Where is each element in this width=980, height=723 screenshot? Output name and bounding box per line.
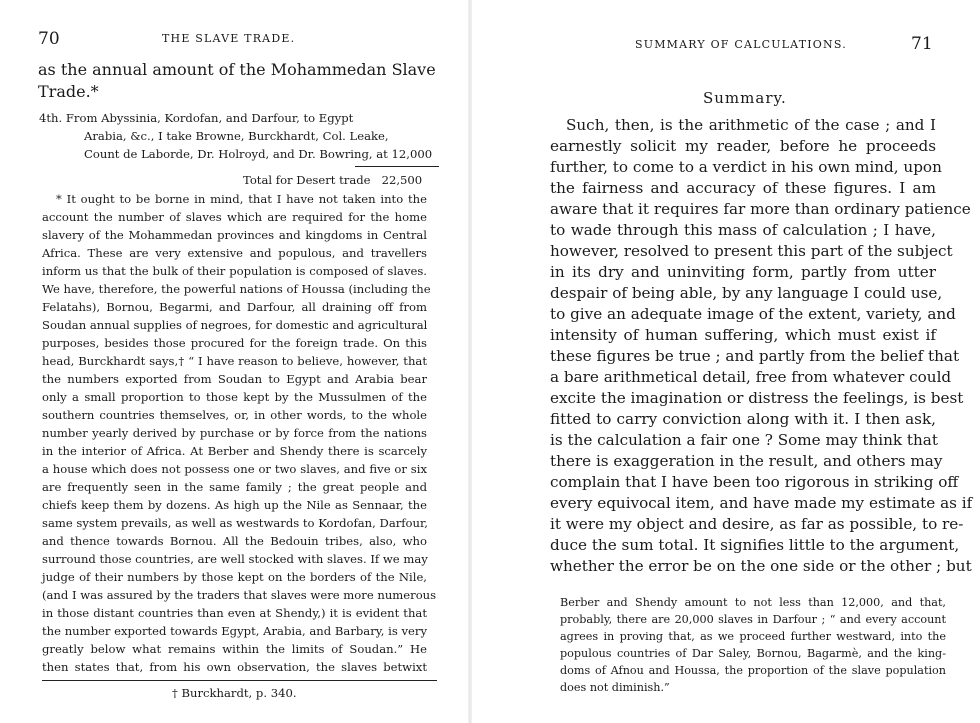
footnote-line: Soudan annual supplies of negroes, for domestic and agricultural	[42, 318, 428, 332]
footnote-line: judge of their numbers by those kept on the borders of the Nile,	[42, 570, 427, 584]
body-line: excite the imagination or distress the feelings, is best	[550, 389, 964, 407]
body-line: it were my object and desire, as far as possible, to re-	[550, 515, 964, 533]
footnote-line: slavery of the Mohammedan provinces and kingdoms in Central	[42, 228, 427, 242]
body-line: despair of being able, by any language I could use,	[550, 284, 943, 302]
footnote-line: Africa. These are very extensive and populous, and travellers	[42, 246, 427, 260]
body-line: aware that it requires far more than ordinary patience	[550, 200, 971, 218]
footnote-rule	[42, 680, 437, 681]
footnote-line: We have, therefore, the powerful nations of Houssa (including the	[42, 282, 431, 296]
footnote-line: only a small proportion to those kept by the Mussulmen of the	[42, 390, 427, 404]
footnote-line: does not diminish.”	[560, 681, 670, 694]
body-line: is the calculation a fair one ? Some may think that	[550, 431, 938, 449]
body-line: Such, then, is the arithmetic of the case ; and I	[566, 116, 936, 134]
body-line: every equivocal item, and have made my estimate as if	[550, 494, 973, 512]
footnote-line: Felatahs), Bornou, Begarmi, and Darfour, all draining off from	[42, 300, 427, 314]
body-line: intensity of human suffering, which must exist if	[550, 326, 936, 344]
body-line: these figures be true ; and partly from the belief that	[550, 347, 960, 365]
footnote-line: in those distant countries than even at Shendy,) it is evident that	[42, 606, 427, 620]
footnote-line: populous countries of Dar Saley, Bornou, Bagarmè, and the king-	[560, 647, 946, 660]
body-line: earnestly solicit my reader, before he proceeds	[550, 137, 936, 155]
body-line: fitted to carry conviction along with it. I then ask,	[550, 410, 936, 428]
footnote-line: the number exported towards Egypt, Arabia, and Barbary, is very	[42, 624, 427, 638]
page-number: 70	[38, 29, 60, 49]
footnote-line: chiefs keep them by dozens. As high up the Nile as Sennaar, the	[42, 498, 427, 512]
footnote-line: * It ought to be borne in mind, that I have not taken into the	[56, 192, 427, 206]
footnote-line: probably, there are 20,000 slaves in Darfour ; “ and every account	[560, 613, 946, 626]
section-title: Summary.	[703, 89, 787, 107]
footnote-line: surround those countries, are well stocked with slaves. If we may	[42, 552, 428, 566]
left-page	[0, 0, 470, 723]
footnote-line: in the interior of Africa. At Berber and Shendy there is scarcely	[42, 444, 427, 458]
body-line: as the annual amount of the Mohammedan Slave	[38, 60, 436, 79]
body-line: the fairness and accuracy of these figures. I am	[550, 179, 936, 197]
footnote-line: southern countries themselves, or, in other words, to the whole	[42, 408, 427, 422]
sum-rule	[355, 166, 439, 167]
body-line: in its dry and uninviting form, partly from utter	[550, 263, 936, 281]
footnote-line: head, Burckhardt says,† “ I have reason to believe, however, that	[42, 354, 427, 368]
footnote-line: and thence towards Bornou. All the Bedouin tribes, also, who	[42, 534, 427, 548]
entry-line: Count de Laborde, Dr. Holroyd, and Dr. Bowring, at 12,000	[84, 147, 433, 161]
body-line: complain that I have been too rigorous in striking off	[550, 473, 959, 491]
footnote-line: purposes, besides those procured for the foreign trade. On this	[42, 336, 427, 350]
page-number: 71	[911, 34, 933, 54]
body-line: however, resolved to present this part of the subject	[550, 242, 953, 260]
footnote-line: are frequently seen in the same family ; the great people and	[42, 480, 427, 494]
footnote-line: greatly below what remains within the limits of Soudan.” He	[42, 642, 427, 656]
body-line: whether the error be on the one side or the other ; but	[550, 557, 972, 575]
body-line: there is exaggeration in the result, and others may	[550, 452, 943, 470]
footnote-line: account the number of slaves which are required for the home	[42, 210, 427, 224]
footnote-line: the numbers exported from Soudan to Egypt and Arabia bear	[42, 372, 427, 386]
body-line: a bare arithmetical detail, free from whatever could	[550, 368, 952, 386]
body-line: to give an adequate image of the extent, variety, and	[550, 305, 956, 323]
body-line: to wade through this mass of calculation ; I have,	[550, 221, 936, 239]
footnote-line: doms of Afnou and Houssa, the proportion of the slave population	[560, 664, 946, 677]
footnote-line: then states that, from his own observation, the slaves betwixt	[42, 660, 427, 674]
body-line: Trade.*	[38, 82, 99, 101]
total-line: Total for Desert trade 22,500	[243, 173, 423, 187]
right-page	[470, 0, 980, 723]
body-line: further, to come to a verdict in his own mind, upon	[550, 158, 942, 176]
footnote-line: number yearly derived by purchase or by force from the nations	[42, 426, 427, 440]
footnote-line: a house which does not possess one or two slaves, and five or six	[42, 462, 427, 476]
running-head: SUMMARY OF CALCULATIONS.	[635, 38, 847, 51]
footnote-line: same system prevails, as well as westwards to Kordofan, Darfour,	[42, 516, 428, 530]
dagger-footnote: † Burckhardt, p. 340.	[172, 686, 297, 700]
footnote-line: inform us that the bulk of their population is composed of slaves.	[42, 264, 427, 278]
body-line: duce the sum total. It signifies little to the argument,	[550, 536, 960, 554]
running-head: THE SLAVE TRADE.	[162, 32, 296, 45]
footnote-line: agrees in proving that, as we proceed further westward, into the	[560, 630, 946, 643]
footnote-line: Berber and Shendy amount to not less than 12,000, and that,	[560, 596, 946, 609]
footnote-line: (and I was assured by the traders that slaves were more numerous	[42, 588, 437, 602]
entry-line: 4th. From Abyssinia, Kordofan, and Darfour, to Egypt	[39, 111, 354, 125]
entry-line: Arabia, &c., I take Browne, Burckhardt, Col. Leake,	[84, 129, 389, 143]
